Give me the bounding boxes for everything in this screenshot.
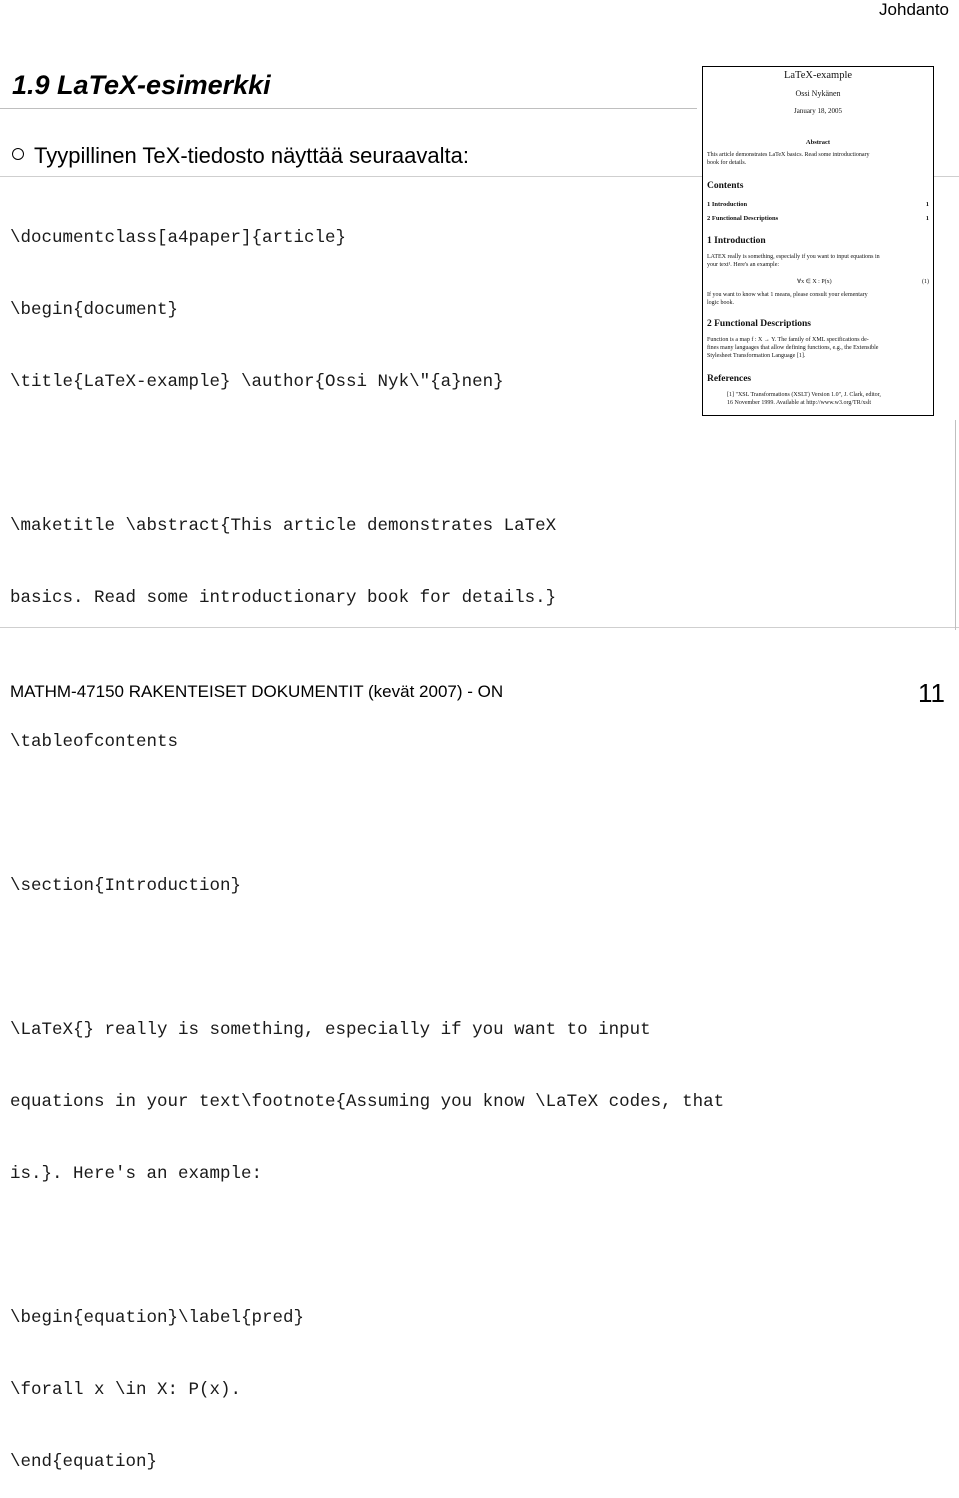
code-line: \tableofcontents — [10, 732, 179, 752]
preview-section-heading: 1 Introduction — [707, 236, 766, 246]
code-line: \begin{equation}\label{pred} — [10, 1308, 305, 1328]
preview-reference: [1] "XSL Transformations (XSLT) Version 1.0", J. Clark, editor, 16 November 1999. Available at http://www.w3.org/TR/xslt — [727, 392, 881, 406]
code-line: \forall x \in X: P(x). — [10, 1380, 242, 1400]
preview-toc-item: 1 Introduction 1 — [707, 201, 929, 208]
code-line — [10, 1234, 724, 1258]
code-line — [10, 946, 724, 970]
preview-abstract-text: This article demonstrates LaTeX basics. Read some introductionary book for details. — [707, 152, 870, 166]
slide-title: 1.9 LaTeX-esimerkki — [12, 70, 271, 100]
preview-toc-item: 2 Functional Descriptions 1 — [707, 215, 929, 222]
preview-section-heading: 2 Functional Descriptions — [707, 319, 811, 329]
preview-date: January 18, 2005 — [793, 107, 843, 115]
page-number: 11 — [918, 678, 945, 708]
code-line: is.}. Here's an example: — [10, 1164, 263, 1184]
preview-section-text: Function is a map f : X → Y. The family of XML specifications de- fines many languages that allow defining functions, e.g., the Extensible Stylesheet Transformation Language [1]. — [707, 337, 879, 359]
code-line: equations in your text\footnote{Assuming you know \LaTeX codes, that — [10, 1092, 725, 1112]
preview-abstract-heading: Abstract — [805, 139, 831, 146]
section-header: Johdanto — [879, 0, 949, 19]
code-line: \section{Introduction} — [10, 876, 242, 896]
code-line: \begin{document} — [10, 300, 179, 320]
code-line: \maketitle \abstract{This article demonstrates LaTeX — [10, 516, 557, 536]
preview-author: Ossi Nykänen — [795, 89, 841, 98]
preview-title: LaTeX-example — [783, 70, 853, 81]
bullet-icon — [12, 148, 24, 160]
code-line: basics. Read some introductionary book for details.} — [10, 588, 557, 608]
title-divider — [0, 108, 697, 109]
pdf-preview: LaTeX-example Ossi Nykänen January 18, 2005 Abstract This article demonstrates LaTeX basics. Read some introductionary book for details. Contents 1 Introduction 1 2 Functional Descriptions 1 1 Introduction LATEX really is something, especially if you want to input equations in your text¹. Here's an example: ∀x ∈ X : P(x) (1) If you want to know what 1 means, please consult your elementary logic book. 2 Functional Descriptions Function is a map f : X → Y. The family of XML specifications de- fines many languages that allow defining functions, e.g., the Extensible Stylesheet Transformation Language [1]. References [1] "XSL Transformations (XSLT) Version 1.0", J. Clark, editor, 16 November 1999. Available at http://www.w3.org/TR/xslt — [702, 66, 934, 416]
code-line — [10, 658, 724, 682]
footer-course: MATHM-47150 RAKENTEISET DOKUMENTIT (kevät 2007) - ON — [10, 682, 504, 701]
code-listing — [10, 178, 724, 1498]
code-line — [10, 802, 724, 826]
bullet-text: Tyypillinen TeX-tiedosto näyttää seuraavalta: — [34, 143, 469, 168]
preview-contents-heading: Contents — [707, 181, 744, 191]
preview-section-text: If you want to know what 1 means, please consult your elementary logic book. — [707, 292, 868, 306]
code-line: \LaTeX{} really is something, especially if you want to input — [10, 1020, 651, 1040]
code-line — [10, 442, 724, 466]
code-line: \title{LaTeX-example} \author{Ossi Nyk\"{a}nen} — [10, 372, 504, 392]
code-line: \documentclass[a4paper]{article} — [10, 228, 347, 248]
code-line: \end{equation} — [10, 1452, 158, 1472]
preview-references-heading: References — [707, 374, 752, 384]
preview-section-text: LATEX really is something, especially if you want to input equations in your text¹. Here's an example: — [707, 254, 880, 268]
frame-edge — [955, 420, 956, 630]
